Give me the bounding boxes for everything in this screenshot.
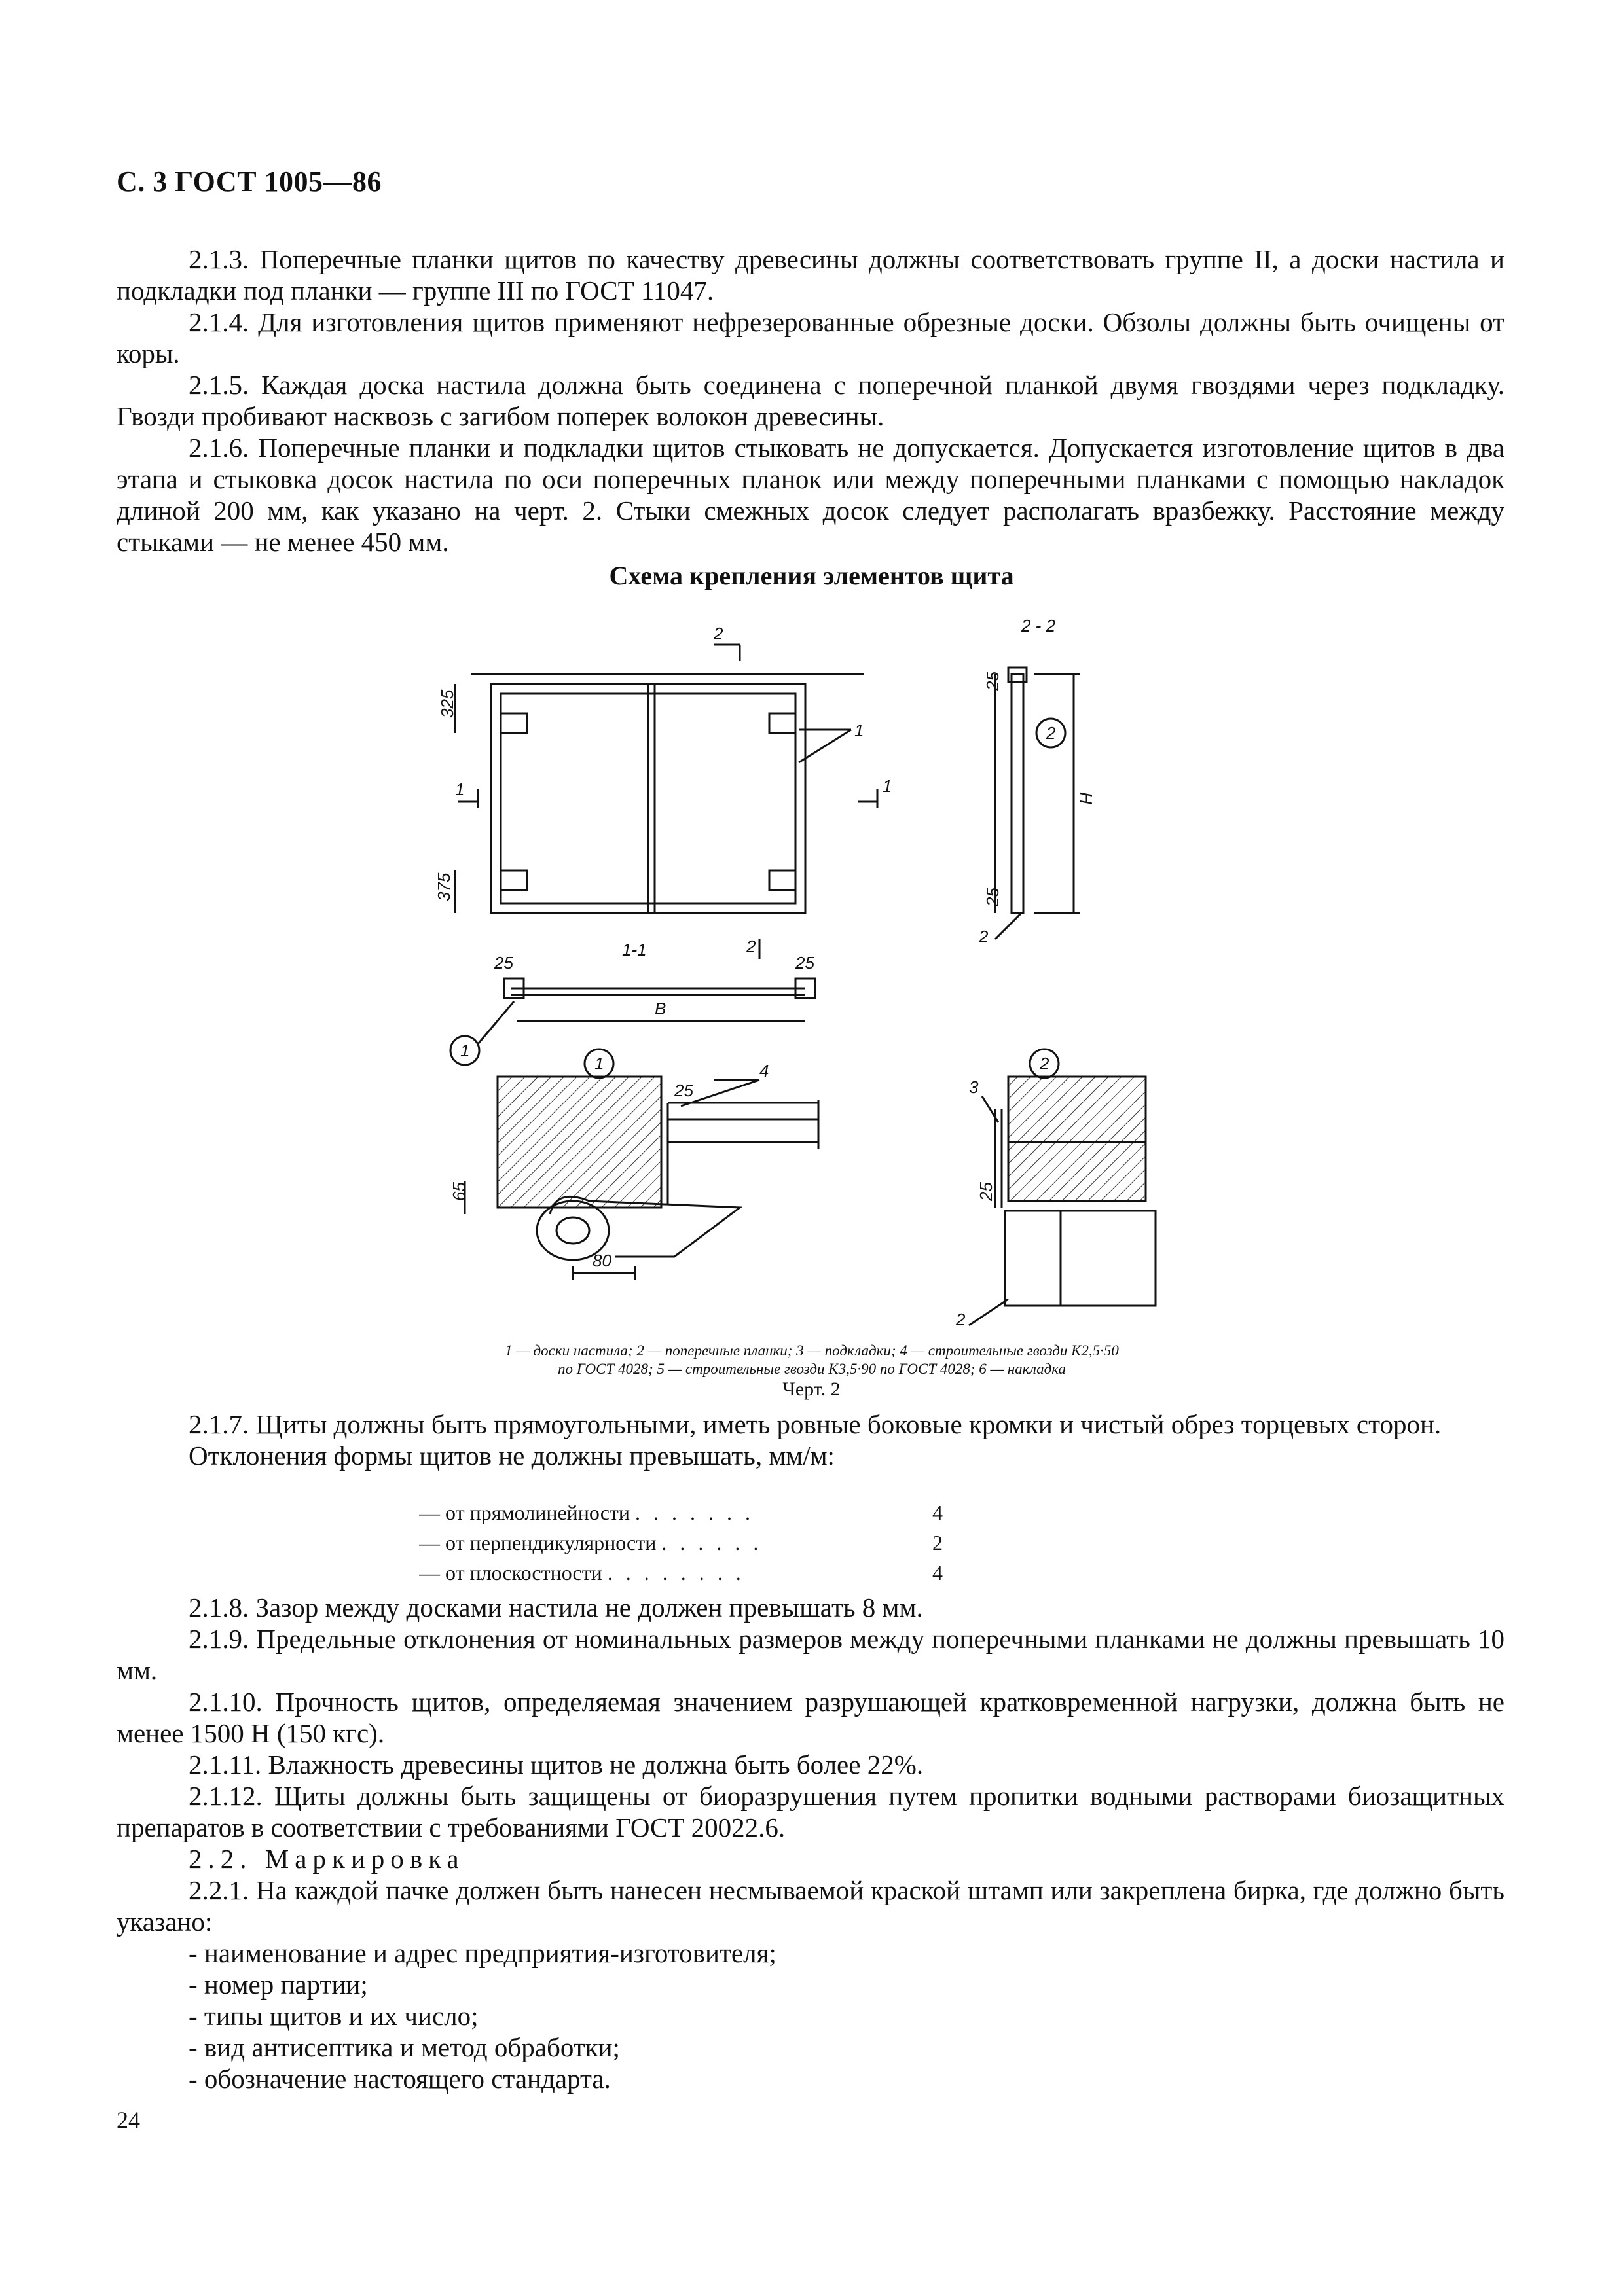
label-leader-2-a: 2	[979, 927, 989, 946]
technical-drawing	[432, 612, 1178, 1332]
tolerance-row	[419, 1498, 943, 1528]
page-header: С. 3 ГОСТ 1005—86	[117, 166, 382, 198]
label-dim-25-d: 25	[795, 953, 814, 973]
label-circle-2-a: 2	[1046, 723, 1056, 743]
paragraph-218: 2.1.8. Зазор между досками настила не должен превышать 8 мм.	[189, 1592, 923, 1623]
label-leader-2-b: 2	[956, 1310, 966, 1329]
caption-line-1: 1 — доски настила; 2 — поперечные планки; 3 — подкладки; 4 — строительные гвозди К2,5·50	[505, 1342, 1119, 1359]
list-item: - номер партии;	[189, 1969, 368, 2000]
label-dim-25-c: 25	[494, 953, 513, 973]
tolerance-dots: . . . . . .	[661, 1531, 763, 1554]
label-section-2-2: 2 - 2	[1021, 616, 1056, 636]
list-item: - обозначение настоящего стандарта.	[189, 2064, 611, 2094]
tolerance-row	[419, 1528, 943, 1558]
paragraph-213: 2.1.3. Поперечные планки щитов по качеству древесины должны соответствовать группе II, а доски настила и подкладки под планки — группе III по ГОСТ 11047.	[117, 244, 1504, 306]
label-dim-80: 80	[593, 1251, 611, 1270]
label-mark-2-bottom: 2	[746, 937, 756, 956]
section-heading-marking: 2.2. Маркировка	[189, 1844, 465, 1874]
label-circle-1-b: 1	[594, 1054, 604, 1073]
paragraph-221: 2.2.1. На каждой пачке должен быть нанесен несмываемой краской штамп или закреплена бирка, где должно быть указано:	[117, 1875, 1504, 1937]
label-mark-2-top: 2	[714, 624, 723, 643]
page-number: 24	[117, 2107, 140, 2133]
list-item: - наименование и адрес предприятия-изготовителя;	[189, 1938, 776, 1968]
label-dim-375: 375	[434, 872, 454, 901]
label-mark-1-right: 1	[883, 776, 892, 796]
label-dim-B: В	[655, 999, 666, 1018]
label-leader-4: 4	[759, 1061, 769, 1081]
tolerance-label: — от перпендикулярности	[419, 1531, 657, 1554]
paragraphs-bottom	[117, 1592, 1504, 2094]
tolerance-table	[419, 1498, 943, 1588]
tolerance-label: — от плоскостности	[419, 1561, 602, 1585]
tolerance-dots: . . . . . . .	[635, 1501, 755, 1524]
tolerance-intro: Отклонения формы щитов не должны превышать, мм/м:	[189, 1441, 835, 1471]
tolerance-dots: . . . . . . . .	[607, 1561, 745, 1585]
tolerance-value: 2	[932, 1531, 943, 1554]
paragraph-214: 2.1.4. Для изготовления щитов применяют нефрезерованные обрезные доски. Обзолы должны быть очищены от коры.	[117, 307, 1504, 368]
label-dim-25-e: 25	[674, 1081, 693, 1100]
figure-caption	[393, 1342, 1231, 1378]
label-dim-325: 325	[437, 689, 457, 718]
paragraph-2111: 2.1.11. Влажность древесины щитов не должна быть более 22%.	[189, 1749, 924, 1780]
label-section-1-1: 1-1	[622, 940, 647, 960]
label-dim-65: 65	[449, 1182, 469, 1201]
tolerance-value: 4	[932, 1501, 943, 1524]
tolerance-label: — от прямолинейности	[419, 1501, 630, 1524]
paragraph-219: 2.1.9. Предельные отклонения от номинальных размеров между поперечными планками не должны превышать 10 мм.	[117, 1624, 1504, 1685]
detail-1-block	[498, 1077, 661, 1208]
label-dim-25-f: 25	[976, 1182, 996, 1201]
label-circle-1-a: 1	[460, 1041, 470, 1060]
label-dim-25-a: 25	[983, 672, 1002, 691]
paragraph-2112: 2.1.12. Щиты должны быть защищены от биоразрушения путем пропитки водными растворами биозащитных препаратов в соответствии с требованиями ГОСТ 20022.6.	[117, 1781, 1504, 1842]
label-dim-25-b: 25	[983, 888, 1002, 906]
label-dim-H: Н	[1076, 792, 1096, 804]
paragraph-216: 2.1.6. Поперечные планки и подкладки щитов стыковать не допускается. Допускается изготовление щитов в два этапа и стыковка досок настила по оси поперечных планок или между поперечными планками с помощью накладок длиной 200 мм, как указано на черт. 2. Стыки смежных досок следует располагать вразбежку. Расстояние между стыками — не менее 450 мм.	[117, 433, 1504, 557]
paragraph-217-block	[117, 1408, 1504, 1471]
list-item: - вид антисептика и метод обработки;	[189, 2032, 620, 2062]
paragraph-2110: 2.1.10. Прочность щитов, определяемая значением разрушающей кратковременной нагрузки, должна быть не менее 1500 Н (150 кгс).	[117, 1687, 1504, 1748]
tolerance-row	[419, 1558, 943, 1588]
label-mark-1-left: 1	[455, 780, 465, 799]
caption-line-2: по ГОСТ 4028; 5 — строительные гвозди К3,5·90 по ГОСТ 4028; 6 — накладка	[558, 1361, 1066, 1377]
list-item: - типы щитов и их число;	[189, 2001, 479, 2031]
tolerance-value: 4	[932, 1561, 943, 1585]
label-circle-2-b: 2	[1040, 1054, 1049, 1073]
figure-number: Черт. 2	[782, 1378, 841, 1400]
paragraph-217: 2.1.7. Щиты должны быть прямоугольными, иметь ровные боковые кромки и чистый обрез торцевых сторон.	[189, 1409, 1442, 1439]
paragraphs-top	[117, 243, 1504, 558]
paragraph-215: 2.1.5. Каждая доска настила должна быть соединена с поперечной планкой двумя гвоздями через подкладку. Гвозди пробивают насквозь с загибом поперек волокон древесины.	[117, 370, 1504, 431]
detail-2-block	[1008, 1077, 1146, 1201]
label-leader-3: 3	[969, 1077, 979, 1097]
drawing-svg	[432, 612, 1178, 1332]
section-2-2-board	[1012, 674, 1023, 913]
figure-title: Схема крепления элементов щита	[609, 561, 1014, 590]
label-leader-1: 1	[854, 721, 864, 740]
